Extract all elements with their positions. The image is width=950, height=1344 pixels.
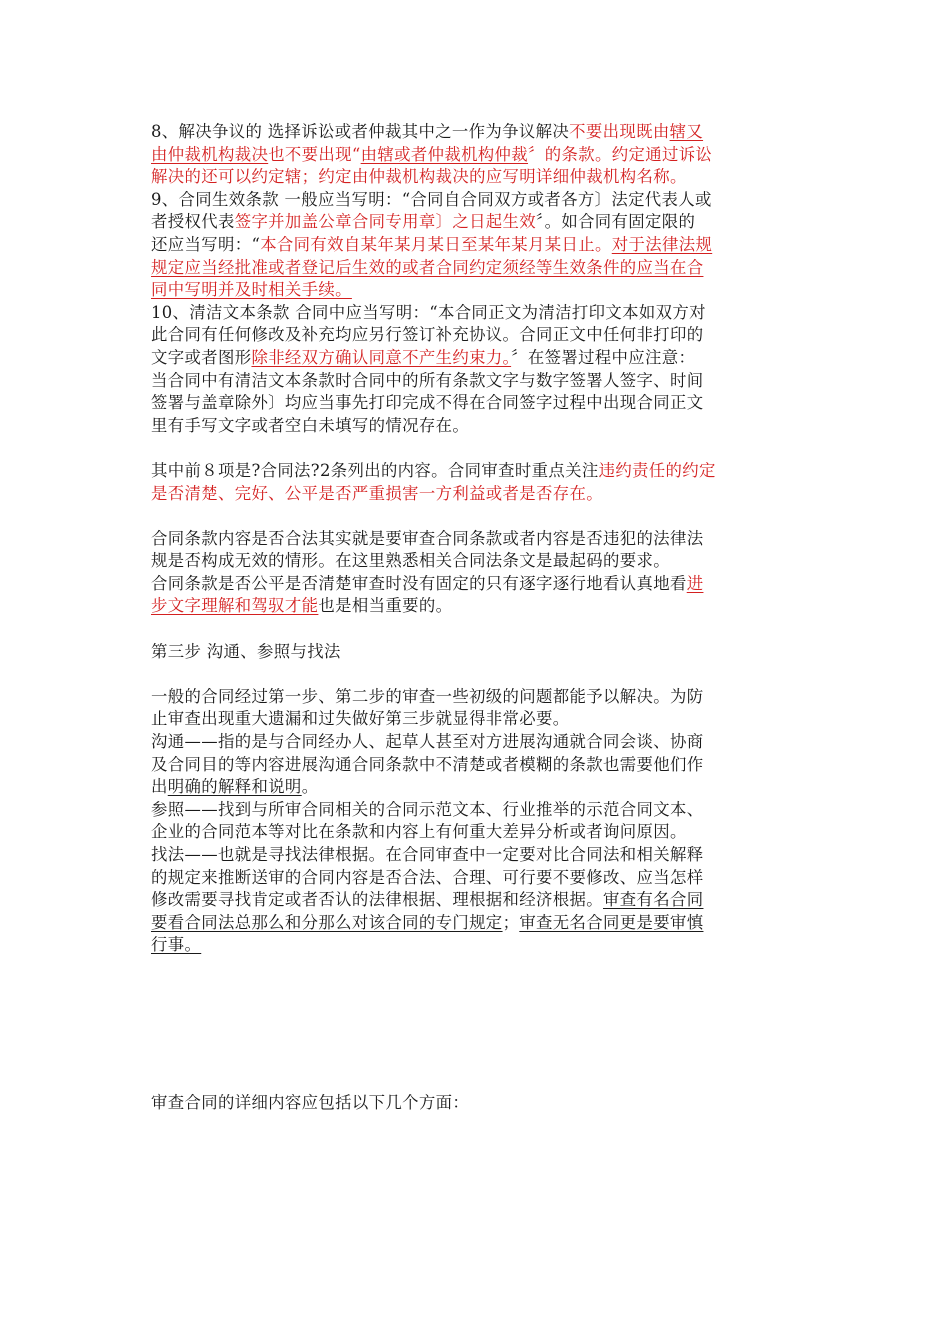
text-span: 修改需要寻找肯定或者否认的法律根据、理根据和经济根据。	[151, 890, 603, 910]
underlined-text: 审查无名合同更是要审慎	[519, 912, 704, 932]
highlighted-text: 进	[686, 573, 704, 593]
text-line	[151, 257, 796, 280]
text-span: 当合同中有清洁文本条款时合同中的所有条款文字与数字签署人签字、时间	[151, 370, 704, 390]
text-span: 及合同目的等内容进展沟通合同条款中不清楚或者模糊的条款也需要他们作	[151, 754, 704, 774]
text-span: 。	[301, 777, 319, 797]
text-span: 8、解决争议的 选择诉讼或者仲裁其中之一作为争议解决	[151, 122, 570, 141]
text-span: 规是否构成无效的情形。在这里熟悉相关合同法条文是最起码的要求。	[151, 551, 670, 571]
text-line	[151, 189, 796, 212]
highlighted-text: 签字并加盖公章合同专用章〕之日起生效	[234, 212, 537, 232]
text-line	[151, 573, 796, 596]
text-line	[151, 302, 796, 325]
text-span: 还应当写明：“	[151, 234, 261, 254]
text-span: 合同条款内容是否合法其实就是要审查合同条款或者内容是否违犯的法律法	[151, 528, 704, 548]
paragraph-gap	[151, 505, 796, 528]
text-line	[151, 347, 796, 370]
highlighted-text: 是否清楚、完好、公平是否严重损害一方利益或者是否存在。	[151, 483, 603, 503]
highlighted-text: 违约责任的约定	[598, 460, 716, 480]
text-span: 止审查出现重大遗漏和过失做好第三步就显得非常必要。	[151, 709, 570, 729]
highlighted-text: 也不要出现“	[268, 144, 361, 164]
highlighted-text: 规定应当经批准或者登记后生效的或者合同约定须经等生效条件的应当在合	[151, 257, 704, 277]
text-line	[151, 144, 796, 167]
underlined-text: 行事。	[151, 935, 202, 955]
highlighted-text: 不要出现既由	[569, 122, 670, 141]
section-gap	[151, 957, 796, 1092]
text-span: 10、清洁文本条款 合同中应当写明：“本合同正文为清洁打印文本如双方对	[151, 302, 706, 322]
highlighted-text: 由辖或者仲裁机构仲裁	[360, 144, 529, 164]
text-span: 其中前８项是?合同法?2条列出的内容。合同审查时重点关注	[151, 460, 599, 480]
text-line	[151, 370, 796, 393]
highlighted-text: 对于法律法规	[611, 234, 713, 254]
text-line	[151, 1092, 796, 1115]
text-span: 文字或者图形	[151, 347, 252, 367]
text-line	[151, 483, 796, 506]
underlined-text: 审查有名合同	[603, 890, 704, 910]
text-line	[151, 415, 796, 438]
text-span: ；	[502, 912, 520, 932]
text-line	[151, 641, 796, 664]
text-span: 〞在签署过程中应注意：	[511, 347, 696, 367]
highlighted-text: 辖又	[669, 122, 704, 141]
text-span: 一般的合同经过第一步、第二步的审查一些初级的问题都能予以解决。为防	[151, 686, 704, 706]
paragraph-gap	[151, 618, 796, 641]
text-span: 找法——也就是寻找法律根据。在合同审查中一定要对比合同法和相关解释	[151, 845, 704, 864]
text-line	[151, 912, 796, 935]
document-page	[151, 121, 796, 1115]
text-span: 〞。如合同有固定限的	[536, 212, 696, 232]
paragraph-gap	[151, 437, 796, 460]
text-line	[151, 708, 796, 731]
highlighted-text: 本合同有效自某年某月某日至某年某月某日止。	[260, 234, 612, 254]
underlined-text: 明确的解释和说明	[167, 777, 302, 797]
text-line	[151, 528, 796, 551]
text-line	[151, 889, 796, 912]
highlighted-text: 由仲裁机构裁决	[151, 144, 269, 164]
text-span: 审查合同的详细内容应包括以下几个方面：	[151, 1092, 470, 1112]
highlighted-text: 解决的还可以约定辖；约定由仲裁机构裁决的应写明详细仲裁机构名称。	[151, 167, 687, 187]
text-line	[151, 754, 796, 777]
text-line	[151, 550, 796, 573]
text-span: 沟通——指的是与合同经办人、起草人甚至对方进展沟通就合同会谈、协商	[151, 732, 704, 752]
text-line	[151, 460, 796, 483]
text-span: 参照——找到与所审合同相关的合同示范文本、行业推举的示范合同文本、	[151, 799, 704, 819]
text-span: 者授权代表	[151, 212, 235, 232]
highlighted-text: 除非经双方确认同意不产生约束力。	[251, 347, 512, 367]
highlighted-text: 同中写明并及时相关手续。	[151, 280, 352, 300]
underlined-text: 要看合同法总那么和分那么对该合同的专门规定	[151, 912, 503, 932]
text-line	[151, 867, 796, 890]
text-line	[151, 234, 796, 257]
text-line	[151, 844, 796, 867]
text-span: 签署与盖章除外〕均应当事先打印完成不得在合同签字过程中出现合同正文	[151, 393, 704, 413]
paragraph-gap	[151, 663, 796, 686]
text-line	[151, 595, 796, 618]
text-span: 第三步 沟通、参照与找法	[151, 641, 341, 661]
text-span: 的规定来推断送审的合同内容是否合法、合理、可行要不要修改、应当怎样	[151, 867, 704, 887]
text-line	[151, 324, 796, 347]
text-span: 企业的合同范本等对比在条款和内容上有何重大差异分析或者询问原因。	[151, 822, 687, 842]
text-line	[151, 211, 796, 234]
text-span: 出	[151, 777, 168, 797]
text-line	[151, 686, 796, 709]
text-span: 也是相当重要的。	[318, 596, 453, 616]
text-line	[151, 279, 796, 302]
text-span: 里有手写文字或者空白未填写的情况存在。	[151, 415, 470, 435]
text-line	[151, 731, 796, 754]
highlighted-text: 步文字理解和驾驭才能	[151, 596, 319, 616]
text-span: 此合同有任何修改及补充均应另行签订补充协议。合同正文中任何非打印的	[151, 325, 704, 345]
text-line	[151, 821, 796, 844]
text-span: 合同条款是否公平是否清楚审查时没有固定的只有逐字逐行地看认真地看	[151, 573, 687, 593]
text-line	[151, 121, 796, 144]
highlighted-text: 〞的条款。约定通过诉讼	[528, 144, 713, 164]
text-span: 9、合同生效条款 一般应当写明：“合同自合同双方或者各方〕法定代表人或	[151, 189, 712, 209]
text-line	[151, 799, 796, 822]
text-line	[151, 934, 796, 957]
text-line	[151, 776, 796, 799]
text-line	[151, 166, 796, 189]
text-line	[151, 392, 796, 415]
